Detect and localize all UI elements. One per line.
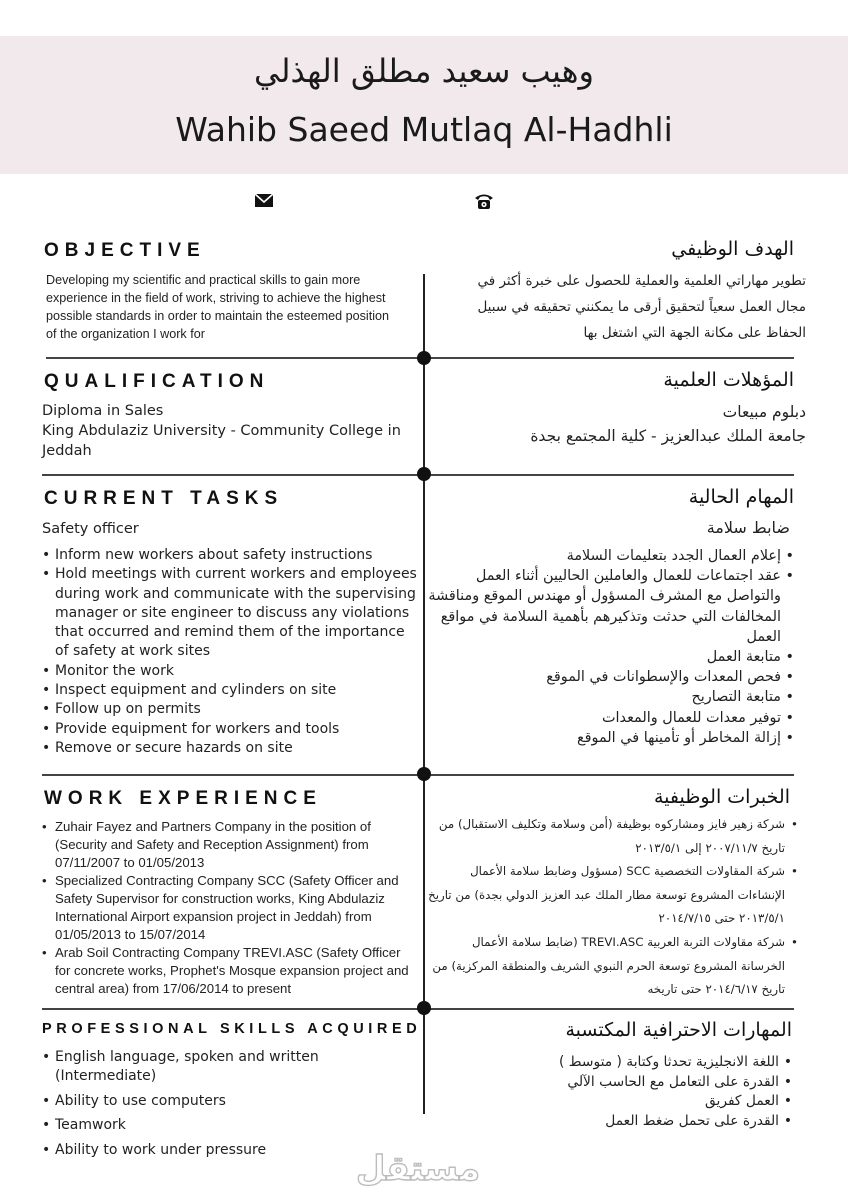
current-tasks-list-arabic [428,546,794,748]
telephone-icon [473,191,495,211]
list-item: • العمل كفريق [432,1092,792,1112]
list-item: • Inspect equipment and cylinders on site [42,681,418,700]
work-experience-heading: WORK EXPERIENCE [44,788,322,809]
list-item: • عقد اجتماعات للعمال والعاملين الحاليين أثناء العمل والتواصل مع المشرف المسؤول أو مهندس الموقع ومناقشة المخالفات التي حدثت وتذكيرهم بأهمية السلامة في مواقع العمل [428,566,794,647]
qualification-heading-arabic: المؤهلات العلمية [663,369,794,391]
list-item: • شركة زهير فايز ومشاركوه بوظيفة (أمن وسلامة وتكليف الاستقبال) من تاريخ ٢٠٠٧/١١/٧ إلى ٢٠١٣/٥/١ [428,813,798,860]
work-experience-list [42,818,418,998]
work-experience-list-arabic [428,813,798,1002]
list-item: • Ability to work under pressure [42,1141,418,1160]
qualification-heading: QUALIFICATION [44,371,270,392]
qualification-text [42,401,412,461]
timeline-vertical-line [423,274,425,1114]
current-role-arabic: ضابط سلامة [706,518,790,537]
list-item: • شركة مقاولات التربة العربية TREVI.ASC (ضابط سلامة الأعمال الخرسانة المشروع توسعة الحرم النبوي الشريف والمنطقة المركزية) من تاريخ ٢٠١٤/٦/١٧ حتى تاريخه [428,931,798,1002]
qualification-line: King Abdulaziz University - Community College in [42,423,401,439]
qualification-line-arabic: جامعة الملك عبدالعزيز - كلية المجتمع بجدة [530,427,806,445]
skills-list-arabic [432,1053,792,1131]
current-tasks-list [42,546,418,758]
objective-line: Developing my scientific and practical skills to gain more [46,273,361,287]
objective-heading-arabic: الهدف الوظيفي [671,238,794,260]
watermark-text: مستقل [355,1149,481,1189]
envelope-icon [254,191,276,211]
current-tasks-heading: CURRENT TASKS [44,488,284,509]
list-item: • Zuhair Fayez and Partners Company in the position of (Security and Safety and Reception Assignment) from 07/11/2007 to 01/05/2013 [42,818,418,872]
objective-line: experience in the field of work, striving to achieve the highest [46,291,386,305]
objective-heading: OBJECTIVE [44,240,206,261]
list-item: • Specialized Contracting Company SCC (Safety Officer and Safety Supervisor for construction works, King Abdulaziz International Airport expansion project in Jeddah) from 01/05/2013 to 15/07/2014 [42,872,418,944]
list-item: • Hold meetings with current workers and employees during work and communicate with the supervising manager or site engineer to discuss any violations that occurred and remind them of the importance of safety at work sites [42,565,418,661]
list-item: • Monitor the work [42,662,418,681]
objective-line: of the organization I work for [46,327,205,341]
list-item: • فحص المعدات والإسطوانات في الموقع [428,667,794,687]
qualification-line-arabic: دبلوم مبيعات [722,403,806,421]
work-experience-heading-arabic: الخبرات الوظيفية [653,786,790,808]
skills-heading: PROFESSIONAL SKILLS ACQUIRED [42,1021,422,1037]
objective-line-arabic: مجال العمل سعياً لتحقيق أرقى ما يمكنني تحقيقه في سبيل [477,299,806,315]
list-item: • شركة المقاولات التخصصية SCC (مسؤول وضابط سلامة الأعمال الإنشاءات المشروع توسعة مطار الملك عبد العزيز الدولي بجدة) من تاريخ ٢٠١٣/٥/١ حتى ٢٠١٤/٧/١٥ [428,860,798,931]
objective-line: possible standards in order to maintain the esteemed position [46,309,390,323]
timeline-dot [417,1001,431,1015]
list-item: • Follow up on permits [42,700,418,719]
list-item: • Ability to use computers [42,1092,418,1111]
timeline-dot [417,351,431,365]
current-role: Safety officer [42,521,139,537]
list-item: • توفير معدات للعمال والمعدات [428,708,794,728]
name-arabic: وهيب سعيد مطلق الهذلي [254,52,594,90]
qualification-line: Jeddah [42,443,92,459]
list-item: • Arab Soil Contracting Company TREVI.ASC (Safety Officer for concrete works, Prophet's Mosque expansion project and central area) from 17/06/2014 to present [42,944,418,998]
qualification-line: Diploma in Sales [42,403,164,419]
watermark-logo [318,1146,518,1196]
current-tasks-heading-arabic: المهام الحالية [688,486,794,508]
list-item: • إزالة المخاطر أو تأمينها في الموقع [428,728,794,748]
timeline-dot [417,467,431,481]
skills-heading-arabic: المهارات الاحترافية المكتسبة [565,1019,792,1041]
list-item: • Remove or secure hazards on site [42,739,418,758]
objective-text-arabic [434,268,806,346]
objective-line-arabic: تطوير مهاراتي العلمية والعملية للحصول على خبرة أكثر في [477,273,806,289]
list-item: • متابعة التصاريح [428,687,794,707]
name-english: Wahib Saeed Mutlaq Al-Hadhli [175,110,673,149]
list-item: • Teamwork [42,1116,418,1135]
list-item: • متابعة العمل [428,647,794,667]
list-item: • English language, spoken and written (Intermediate) [42,1048,418,1086]
objective-text [46,271,421,343]
objective-line-arabic: الحفاظ على مكانة الجهة التي اشتغل بها [583,325,806,341]
list-item: • اللغة الانجليزية تحدثا وكتابة ( متوسط ) [432,1053,792,1073]
list-item: • القدرة على تحمل ضغط العمل [432,1112,792,1132]
timeline-dot [417,767,431,781]
list-item: • Provide equipment for workers and tools [42,720,418,739]
qualification-text-arabic [436,400,806,448]
list-item: • Inform new workers about safety instructions [42,546,418,565]
list-item: • القدرة على التعامل مع الحاسب الآلي [432,1073,792,1093]
list-item: • إعلام العمال الجدد بتعليمات السلامة [428,546,794,566]
